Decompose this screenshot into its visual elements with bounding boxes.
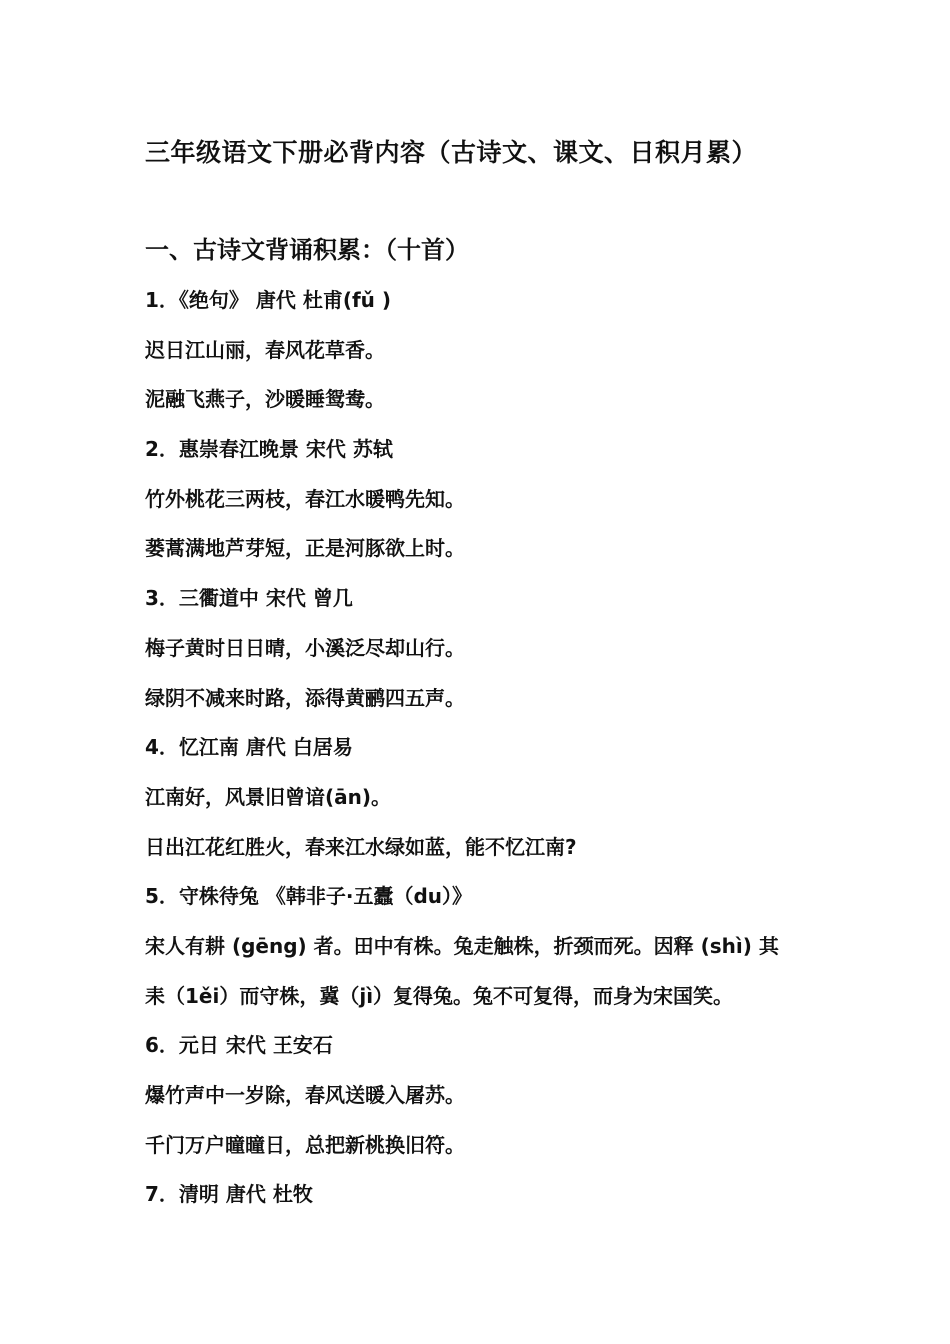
poem-line: 竹外桃花三两枝，春江水暖鸭先知。 (145, 486, 465, 511)
poem-line: 日出江花红胜火，春来江水绿如蓝，能不忆江南? (145, 834, 577, 859)
document-title: 三年级语文下册必背内容（古诗文、课文、日积月累） (145, 138, 758, 167)
poem-line: 5．守株待兔 《韩非子·五蠹（du）》 (145, 884, 473, 909)
poem-lines (145, 282, 845, 1226)
poem-line: 泥融飞燕子，沙暖睡鸳鸯。 (145, 387, 385, 412)
poem-line: 梅子黄时日日晴，小溪泛尽却山行。 (145, 635, 465, 660)
poem-line: 爆竹声中一岁除，春风送暖入屠苏。 (145, 1083, 465, 1107)
poem-line: 迟日江山丽，春风花草香。 (145, 337, 385, 362)
poem-line: 2．惠崇春江晚景 宋代 苏轼 (145, 437, 393, 462)
poem-line: 4．忆江南 唐代 白居易 (145, 735, 353, 760)
section-heading: 一、古诗文背诵积累：（十首） (145, 236, 469, 264)
poem-line: 1．《绝句》 唐代 杜甫(fǔ ) (145, 288, 392, 312)
poem-line: 3．三衢道中 宋代 曾几 (145, 586, 353, 611)
poem-line: 6．元日 宋代 王安石 (145, 1033, 333, 1058)
poem-line: 绿阴不减来时路，添得黄鹂四五声。 (145, 685, 465, 710)
poem-line: 蒌蒿满地芦芽短，正是河豚欲上时。 (145, 536, 465, 561)
poem-line: 千门万户曈曈日，总把新桃换旧符。 (145, 1132, 465, 1157)
poem-line: 宋人有耕 (gēng) 者。田中有株。兔走触株，折颈而死。因释 (shì) 其 (145, 933, 779, 958)
poem-line: 江南好，风景旧曾谙(ān)。 (145, 784, 392, 809)
poem-line: 7．清明 唐代 杜牧 (145, 1182, 313, 1207)
poem-line: 耒（1ěi）而守株，冀（jì）复得兔。兔不可复得，而身为宋国笑。 (145, 983, 734, 1008)
